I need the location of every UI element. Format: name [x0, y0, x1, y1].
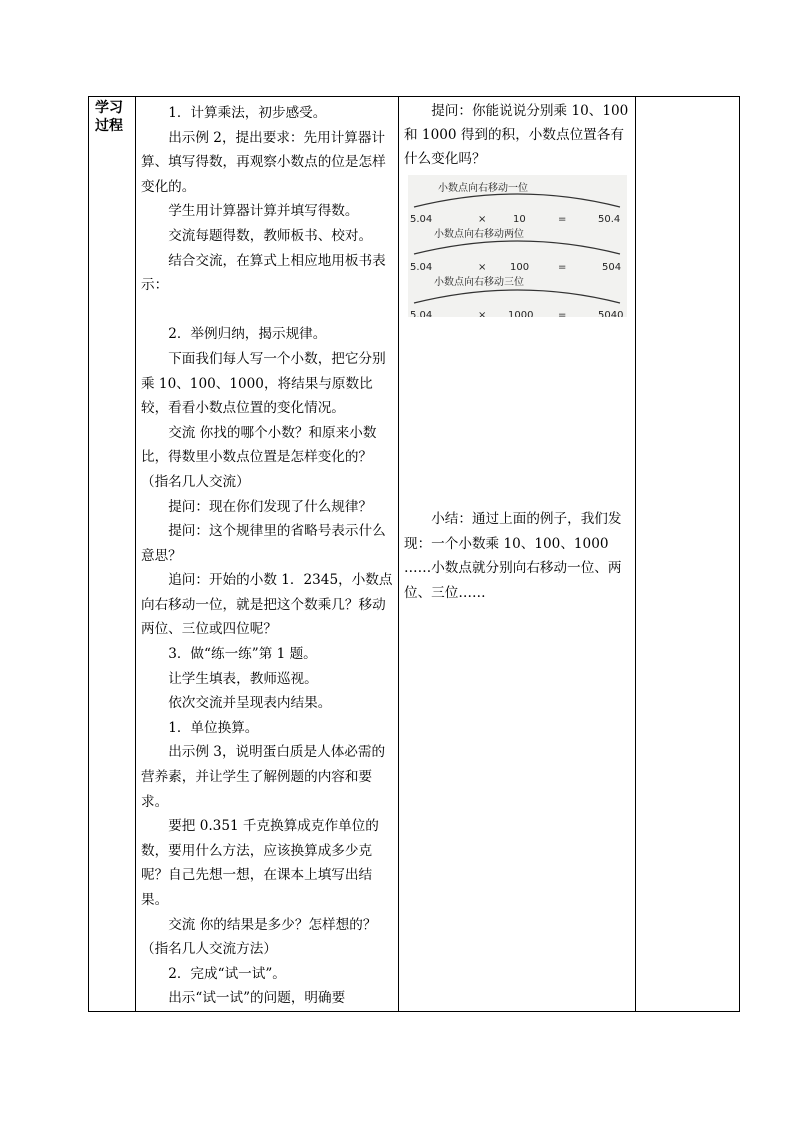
- figure-caption: 小数点向右移动两位: [434, 229, 524, 240]
- paragraph: 结合交流，在算式上相应地用板书表示：: [141, 252, 386, 294]
- paragraph: 交流 你找的哪个小数？和原来小数比，得数里小数点位置是怎样变化的？（指名几人交流）: [141, 424, 377, 490]
- teaching-process-column: [135, 97, 398, 1011]
- paragraph: 学生用计算器计算并填写得数。: [168, 203, 359, 220]
- figure-number: 10: [513, 214, 526, 225]
- paragraph: 交流每题得数，教师板书、校对。: [168, 227, 373, 244]
- figure-number: 5.04: [410, 310, 433, 317]
- row-label-line: 过程: [95, 118, 123, 134]
- paragraph: 让学生填表，教师巡视。: [168, 670, 318, 687]
- lesson-table: [88, 96, 740, 1012]
- paragraph: 提问：这个规律里的省略号表示什么意思？: [141, 523, 386, 564]
- figure-number: 5.04: [410, 262, 433, 273]
- row-label-line: 学习: [95, 100, 123, 116]
- figure-operator: ×: [478, 310, 487, 317]
- paragraph: 1．计算乘法，初步感受。: [168, 105, 327, 121]
- figure-operator: ×: [478, 262, 487, 273]
- paragraph: 追问：开始的小数 1．2345，小数点向右移动一位，就是把这个数乘几？移动两位、三位或四位呢？: [141, 572, 393, 638]
- decimal-shift-figure: [408, 175, 627, 317]
- paragraph: 2．举例归纳，揭示规律。: [168, 326, 327, 343]
- summary-note: [404, 507, 632, 605]
- figure-equals: =: [558, 262, 567, 273]
- figure-equals: =: [558, 310, 567, 317]
- figure-number: 5.04: [410, 214, 433, 225]
- figure-number: 50.4: [598, 214, 621, 225]
- paragraph: 依次交流并呈现表内结果。: [168, 695, 332, 712]
- notes-column: [398, 97, 636, 317]
- paragraph: 出示“试一试”的问题，明确要: [168, 990, 346, 1007]
- paragraph: 出示例 3，说明蛋白质是人体必需的营养素，并让学生了解例题的内容和要求。: [141, 744, 386, 810]
- figure-caption: 小数点向右移动三位: [434, 277, 524, 288]
- figure-number: 5040: [598, 310, 624, 317]
- figure-number: 100: [510, 262, 530, 273]
- figure-equals: =: [558, 214, 567, 225]
- paragraph: 交流 你的结果是多少？怎样想的？（指名几人交流方法）: [141, 916, 377, 958]
- figure-caption: 小数点向右移动一位: [438, 183, 528, 194]
- paragraph: 3．做“练一练”第 1 题。: [168, 646, 317, 663]
- question-text: 提问：你能说说分别乘 10、100 和 1000 得到的积，小数点位置各有什么变化吗？: [404, 103, 629, 167]
- figure-number: 504: [602, 262, 622, 273]
- row-label: [89, 97, 123, 135]
- paragraph: 出示例 2，提出要求：先用计算器计算、填写得数，再观察小数点的位是怎样变化的。: [141, 129, 386, 195]
- paragraph: 下面我们每人写一个小数，把它分别乘 10、100、1000，将结果与原数比较，看看小数点位置的变化情况。: [141, 350, 386, 417]
- paragraph: 1．单位换算。: [168, 719, 259, 736]
- paragraph: 提问：现在你们发现了什么规律？: [168, 498, 373, 515]
- paragraph: 2．完成“试一试”。: [168, 965, 286, 982]
- summary-text: 小结：通过上面的例子，我们发现：一个小数乘 10、100、1000 ……小数点就分别向右移动一位、两位、三位……: [404, 511, 622, 601]
- figure-number: 1000: [508, 310, 534, 317]
- figure-operator: ×: [478, 214, 487, 225]
- paragraph: 要把 0.351 千克换算成克作单位的数，要用什么方法，应该换算成多少克呢？自己先想一想，在课本上填写出结果。: [141, 818, 379, 908]
